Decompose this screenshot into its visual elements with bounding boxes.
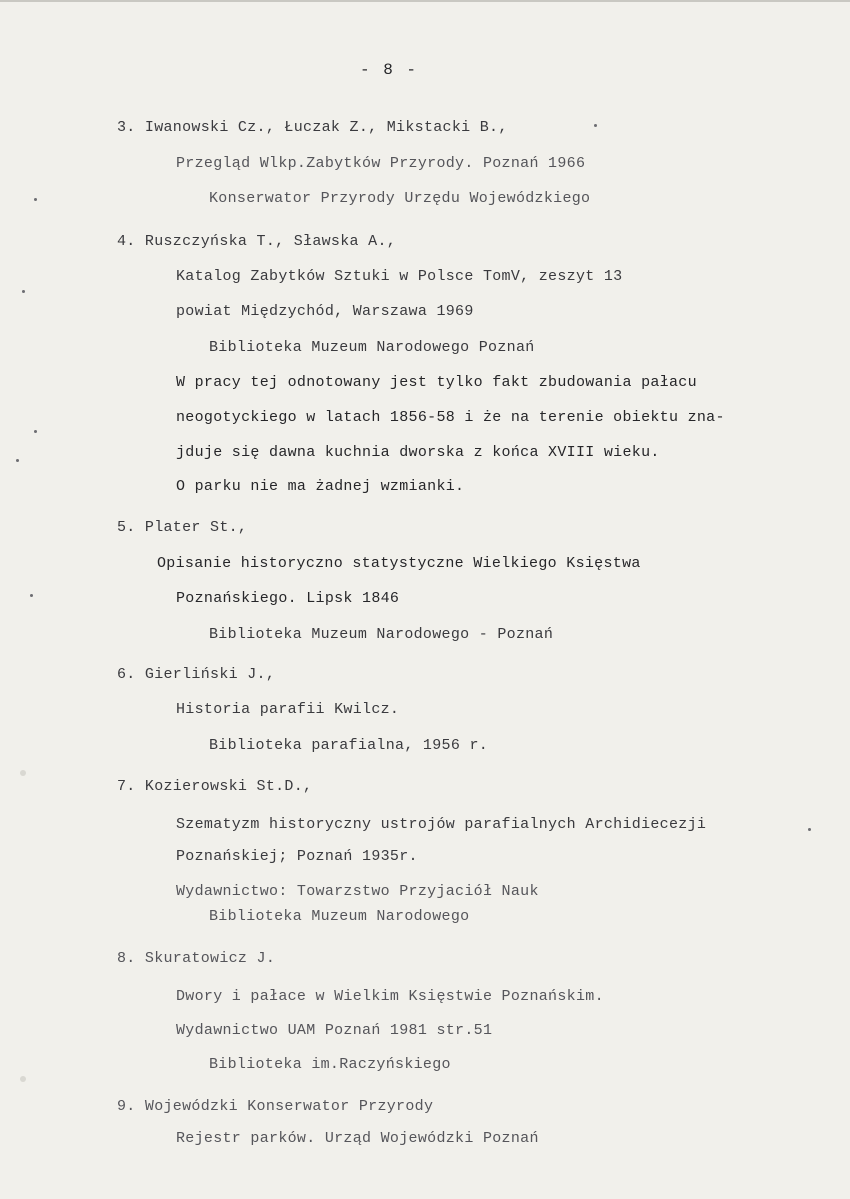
scan-speck [22,290,25,293]
punch-hole-mark [20,770,26,776]
punch-hole-mark [20,1076,26,1082]
entry-7-location: Biblioteka Muzeum Narodowego [209,908,470,925]
entry-4-title-cont: powiat Międzychód, Warszawa 1969 [176,303,474,320]
entry-8-author: 8. Skuratowicz J. [117,950,276,967]
entry-7-title: Szematyzm historyczny ustrojów parafialnych Archidiecezji [176,816,707,833]
entry-8-title: Dwory i pałace w Wielkim Księstwie Poznańskim. [176,988,604,1005]
page-number: - 8 - [360,61,419,79]
entry-4-title: Katalog Zabytków Sztuki w Polsce TomV, zeszyt 13 [176,268,623,285]
entry-6-author: 6. Gierliński J., [117,666,276,683]
scan-speck [34,430,37,433]
entry-9-author: 9. Wojewódzki Konserwator Przyrody [117,1098,434,1115]
entry-7-author: 7. Kozierowski St.D., [117,778,313,795]
entry-8-publisher: Wydawnictwo UAM Poznań 1981 str.51 [176,1022,493,1039]
entry-3-authors: 3. Iwanowski Cz., Łuczak Z., Mikstacki B., [117,119,508,136]
entry-4-note-2: neogotyckiego w latach 1856-58 i że na terenie obiektu zna- [176,409,725,426]
scan-speck [16,459,19,462]
entry-4-location: Biblioteka Muzeum Narodowego Poznań [209,339,535,356]
entry-5-location: Biblioteka Muzeum Narodowego - Poznań [209,626,554,643]
entry-7-title-cont: Poznańskiej; Poznań 1935r. [176,848,418,865]
entry-5-title: Opisanie historyczno statystyczne Wielkiego Księstwa [157,555,641,572]
entry-3-title: Przegląd Wlkp.Zabytków Przyrody. Poznań 1966 [176,155,586,172]
entry-6-title: Historia parafii Kwilcz. [176,701,400,718]
scan-speck [808,828,811,831]
entry-4-authors: 4. Ruszczyńska T., Sławska A., [117,233,397,250]
entry-5-author: 5. Plater St., [117,519,248,536]
entry-4-note-4: O parku nie ma żadnej wzmianki. [176,478,465,495]
scan-speck [30,594,33,597]
entry-6-location: Biblioteka parafialna, 1956 r. [209,737,489,754]
scan-speck [34,198,37,201]
entry-4-note-3: jduje się dawna kuchnia dworska z końca XVIII wieku. [176,444,660,461]
entry-9-title: Rejestr parków. Urząd Wojewódzki Poznań [176,1130,539,1147]
entry-3-location: Konserwator Przyrody Urzędu Wojewódzkiego [209,190,591,207]
entry-4-note-1: W pracy tej odnotowany jest tylko fakt zbudowania pałacu [176,374,697,391]
entry-5-title-cont: Poznańskiego. Lipsk 1846 [176,590,400,607]
entry-8-location: Biblioteka im.Raczyńskiego [209,1056,451,1073]
entry-7-publisher: Wydawnictwo: Towarzstwo Przyjaciół Nauk [176,883,539,900]
scan-speck [594,124,597,127]
